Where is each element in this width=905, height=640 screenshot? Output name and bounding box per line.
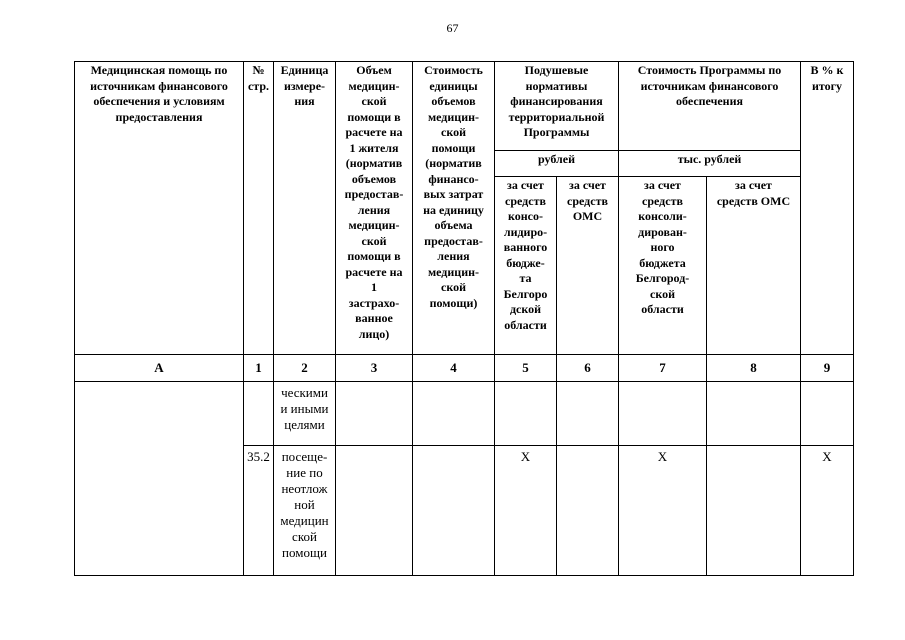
table-row — [75, 382, 854, 446]
header-col-8: за счет средств ОМС — [707, 177, 801, 355]
column-number: 3 — [336, 355, 413, 382]
header-col-9: В % к итогу — [801, 62, 854, 355]
column-number: 4 — [413, 355, 495, 382]
row-number — [244, 382, 274, 446]
column-number-row — [75, 355, 854, 382]
column-number: А — [75, 355, 244, 382]
row-cell — [336, 382, 413, 446]
header-col-5: за счет средств консо- лидиро- ванного бюдже- та Белгоро дской области — [495, 177, 557, 355]
header-col-1: № стр. — [244, 62, 274, 355]
header-col-4: Стоимость единицы объемов медицин- ской помощи (норматив финансо- вых затрат на единицу объема предостав- ления медицин- ской помощи) — [413, 62, 495, 355]
header-col-a: Медицинская помощь по источникам финансового обеспечения и условиям предоставления — [75, 62, 244, 355]
row-cell: Х — [619, 446, 707, 576]
header-col-6: за счет средств ОМС — [557, 177, 619, 355]
row-cell — [495, 382, 557, 446]
row-cell — [413, 446, 495, 576]
financing-table — [74, 61, 854, 576]
header-col-2: Единица измере- ния — [274, 62, 336, 355]
column-number: 1 — [244, 355, 274, 382]
row-cell — [413, 382, 495, 446]
row-cell — [557, 382, 619, 446]
row-label — [75, 382, 244, 576]
header-col-7: за счет средств консоли- дирован- ного бюджета Белгород- ской области — [619, 177, 707, 355]
column-number: 5 — [495, 355, 557, 382]
row-unit: посеще- ние по неотлож ной медицин ской помощи — [274, 446, 336, 576]
page-number: 67 — [446, 21, 459, 35]
row-cell — [336, 446, 413, 576]
column-number: 9 — [801, 355, 854, 382]
row-unit: ческими и иными целями — [274, 382, 336, 446]
header-unit-rub: рублей — [495, 151, 619, 177]
row-cell: Х — [495, 446, 557, 576]
row-cell — [707, 446, 801, 576]
row-number: 35.2 — [244, 446, 274, 576]
column-number: 8 — [707, 355, 801, 382]
row-cell — [707, 382, 801, 446]
header-col-3: Объем медицин- ской помощи в расчете на 1 жителя (норматив объемов предостав- ления медицин- ской помощи в расчете на 1 застрахо- ванное лицо) — [336, 62, 413, 355]
header-group-per-capita: Подушевые нормативы финансирования территориальной Программы — [495, 62, 619, 151]
row-cell — [801, 382, 854, 446]
column-number: 2 — [274, 355, 336, 382]
header-group-program-cost: Стоимость Программы по источникам финансового обеспечения — [619, 62, 801, 151]
row-cell — [557, 446, 619, 576]
row-cell — [619, 382, 707, 446]
row-cell: Х — [801, 446, 854, 576]
column-number: 7 — [619, 355, 707, 382]
column-number: 6 — [557, 355, 619, 382]
header-unit-thous-rub: тыс. рублей — [619, 151, 801, 177]
